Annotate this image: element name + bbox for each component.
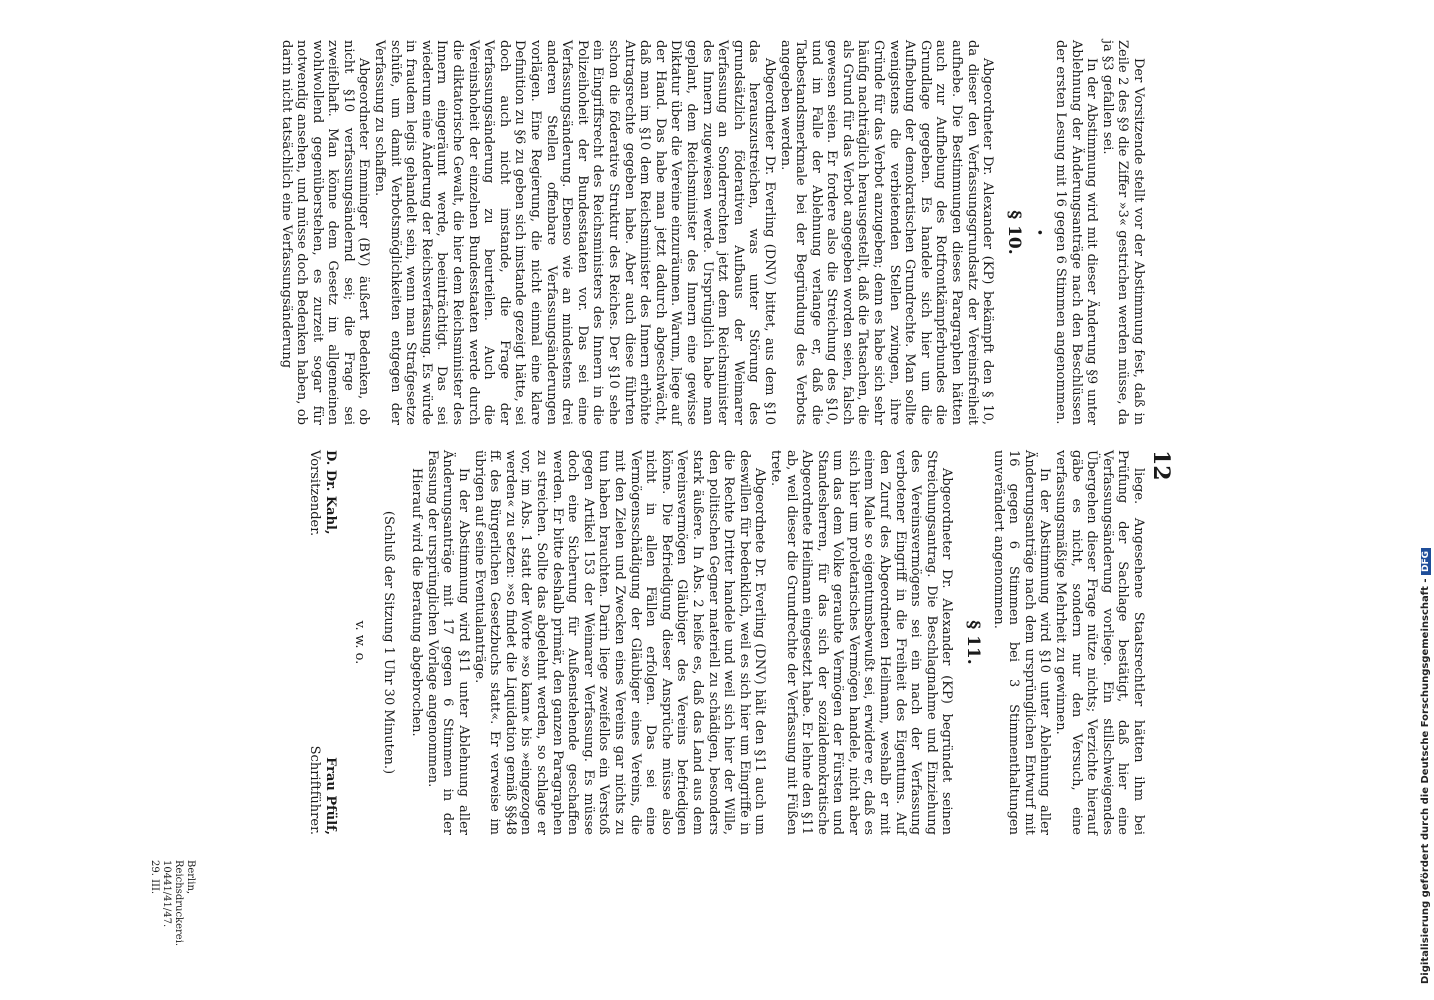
signature-secretary	[307, 746, 339, 835]
funding-strip	[1420, 8, 1434, 992]
paragraph: In der Abstimmung wird §11 unter Ablehnung aller Änderungsanträge mit 17 gegen 6 Stimmen in der Fassung der ursprünglichen Vorlage angenommen.	[424, 450, 472, 835]
left-column	[278, 40, 1146, 425]
rotated-page	[102, 40, 1174, 947]
page-number: 12	[1148, 450, 1174, 481]
signatures	[307, 450, 339, 835]
printer-line: 10441/41/47. 29. III.	[149, 860, 172, 928]
signature-chair	[307, 450, 339, 536]
chair-role: Vorsitzender.	[307, 450, 323, 537]
funding-text-row	[1420, 0, 1434, 992]
paragraph: Hierauf wird die Beratung abgebrochen.	[409, 468, 425, 737]
paragraph: In der Abstimmung wird mit dieser Änderung §9 unter Ablehnung der Änderungsanträge nach den Beschlüssen der ersten Lesung mit 16 gegen 6 Stimmen angenommen.	[1053, 40, 1100, 425]
separator-dot: •	[1031, 228, 1047, 237]
paragraph: Abgeordneter Dr. Alexander (KP) bekämpft den § 10, da dieser den Verfassungsgrundsatz der Vereinsfreiheit aufhebe. Die Bestimmungen dieses Paragraphen hätten auch zur Aufhebung des Rotfrontkämpferbundes die Grundlage gegeben. Es handele sich hier um die Aufhebung der demokratischen Grundrechte. Man sollte wenigstens die verbietenden Stellen zwingen, ihre Gründe für das Verbot anzugeben; denn es habe sich sehr häufig nachträglich herausgestellt, daß die Tatsachen, die als Grund für das Verbot angegeben worden seien, falsch gewesen seien. Er fordere also die Streichung des §10, und im Falle der Ablehnung verlange er, daß die Tatbestandsmerkmale bei der Begründung des Verbots angegeben werden.	[777, 40, 996, 425]
page-content	[102, 40, 1174, 947]
section-heading: § 11.	[963, 620, 984, 665]
dfg-logo: DFG	[1421, 548, 1431, 575]
funding-text: Digitalisierung gefördert durch die Deutsche Forschungsgemeinschaft -	[1420, 578, 1431, 984]
paragraph: In der Abstimmung wird §10 unter Ablehnung aller Änderungsanträge nach dem ursprünglichen Entwurf mit 16 gegen 6 Stimmen bei 3 Stimmenthaltungen unverändert angenommen.	[990, 450, 1053, 835]
paragraph: Abgeordneter Dr. Alexander (KP) begründet seinen Streichungsantrag. Die Beschlagnahme und Einziehung des Vereinsvermögens sei ein nach der Verfassung verbotener Eingriff in die Freiheit des Eigentums. Auf den Zuruf des Abgeordneten Heilmann, weshalb er mit einem Male so eigentumsbewußt sei, erwidere er, daß es sich hier um proletarisches Vermögen handele, nicht aber um das dem Volke geraubte Vermögen der Fürsten und Standesherren, für das sich der sozialdemokratische Abgeordnete Heilmann eingesetzt habe. Er lehne den §11 ab, weil dieser die Grundrechte der Verfassung mit Füßen trete.	[767, 450, 955, 835]
printer-imprint	[148, 860, 196, 946]
section-heading: § 10.	[1003, 210, 1024, 255]
secretary-name: Frau Pfülf,	[323, 757, 339, 835]
printer-line: Berlin, Reichsdruckerei.	[173, 860, 196, 947]
session-close: (Schluß der Sitzung 1 Uhr 30 Minuten.)	[380, 510, 396, 775]
paragraph: Abgeordneter Dr. Everling (DNV) bittet, aus dem §10 das herauszustreichen, was unter Störung des grundsätzlich föderativen Aufbaus der Weimarer Verfassung an Sonderrechten jetzt dem Reichsminister des Innern zugewiesen werde. Ursprünglich habe man geplant, dem Reichsminister des Innern eine gewisse Diktatur über die Vereine einzuräumen. Warum, liege auf der Hand. Das habe man jetzt dadurch abgeschwächt, daß man im §10 dem Reichsminister des Innern erhöhte Antragsrechte gegeben habe. Aber auch diese führten schon die föderative Struktur des Reiches. Der §10 sehe ein Eingriffsrecht des Reichsministers des Innern in die Polizeihoheit der Bundesstaaten vor. Das sei eine Verfassungsänderung. Ebenso wie an mindestens drei anderen Stellen offenbare Verfassungsänderungen vorlägen. Eine Regierung, die nicht einmal eine klare Definition zu §6 zu geben sich imstande gezeigt hätte, sei doch auch nicht imstande, die Frage der Verfassungsänderung zu beurteilen. Auch die Vereinshoheit der einzelnen Bundesstaaten werde durch die diktatorische Gewalt, die hier dem Reichsminister des Innern eingeräumt werde, beeinträchtigt. Das sei wiederum eine Änderung der Reichsverfassung. Es würde in fraudem legis gehandelt sein, wenn man Strafgesetze schüfe, um damit Verbotsmöglichkeiten entgegen der Verfassung zu schaffen.	[372, 40, 777, 425]
vwo-note: v. w. o.	[352, 620, 368, 665]
paragraph: Abgeordnete Dr. Everling (DNV) hält den §11 auch um deswillen für bedenklich, weil es sich hier um Eingriffe in die Rechte Dritter handele und weil sich hier der Wille, den politischen Gegner materiell zu schädigen, besonders stark äußere. In Abs. 2 heiße es, daß das Land aus dem Vereinsvermögen Gläubiger des Vereins befriedigen könne. Die Befriedigung dieser Ansprüche müsse also nicht in allen Fällen erfolgen. Das sei eine Vermögensschädigung der Gläubiger eines Vereins, die mit den Zielen und Zwecken eines Vereins gar nichts zu tun haben brauchten. Darin liege zweifellos ein Verstoß gegen Artikel 153 der Weimarer Verfassung. Es müsse doch eine Sicherung für Außenstehende geschaffen werden. Er bitte deshalb primär, den ganzen Paragraphen zu streichen. Sollte das abgelehnt werden, so schlage er vor, im Abs. 1 statt der Worte »so kann« bis »eingezogen werden« zu setzen: »so findet die Liquidation gemäß §§48 ff. des Bürgerlichen Gesetzbuchs statt«. Er verweise im übrigen auf seine Eventualanträge.	[471, 450, 768, 835]
right-column	[307, 450, 1147, 835]
chair-name: D. Dr. Kahl,	[323, 450, 339, 535]
paragraph: Der Vorsitzende stellt vor der Abstimmung fest, daß in Zeile 2 des §9 die Ziffer »3« gestrichen werden müsse, da ja §3 gefallen sei.	[1099, 40, 1146, 425]
paragraph: liege. Angesehene Staatsrechtler hätten ihm bei Prüfung der Sachlage bestätigt, daß hier eine Verfassungsänderung vorliege. Ein stillschweigendes Übergehen dieser Frage nütze nichts; Verzichte hierauf gäbe es nicht, sondern nur den Versuch, eine verfassungsmäßige Mehrheit zu gewinnen.	[1053, 450, 1146, 835]
paragraph: Abgeordneter Emminger (BV) äußert Bedenken, ob nicht §10 verfassungsändernd sei; die Frage sei zweifelhaft. Man könne dem Gesetz im allgemeinen wohlwollend gegenüberstehen, es zurzeit sogar für notwendig ansehen, und müsse doch Bedenken haben, ob darin nicht tatsächlich eine Verfassungsänderung	[278, 40, 372, 425]
secretary-role: Schriftführer.	[307, 745, 323, 835]
